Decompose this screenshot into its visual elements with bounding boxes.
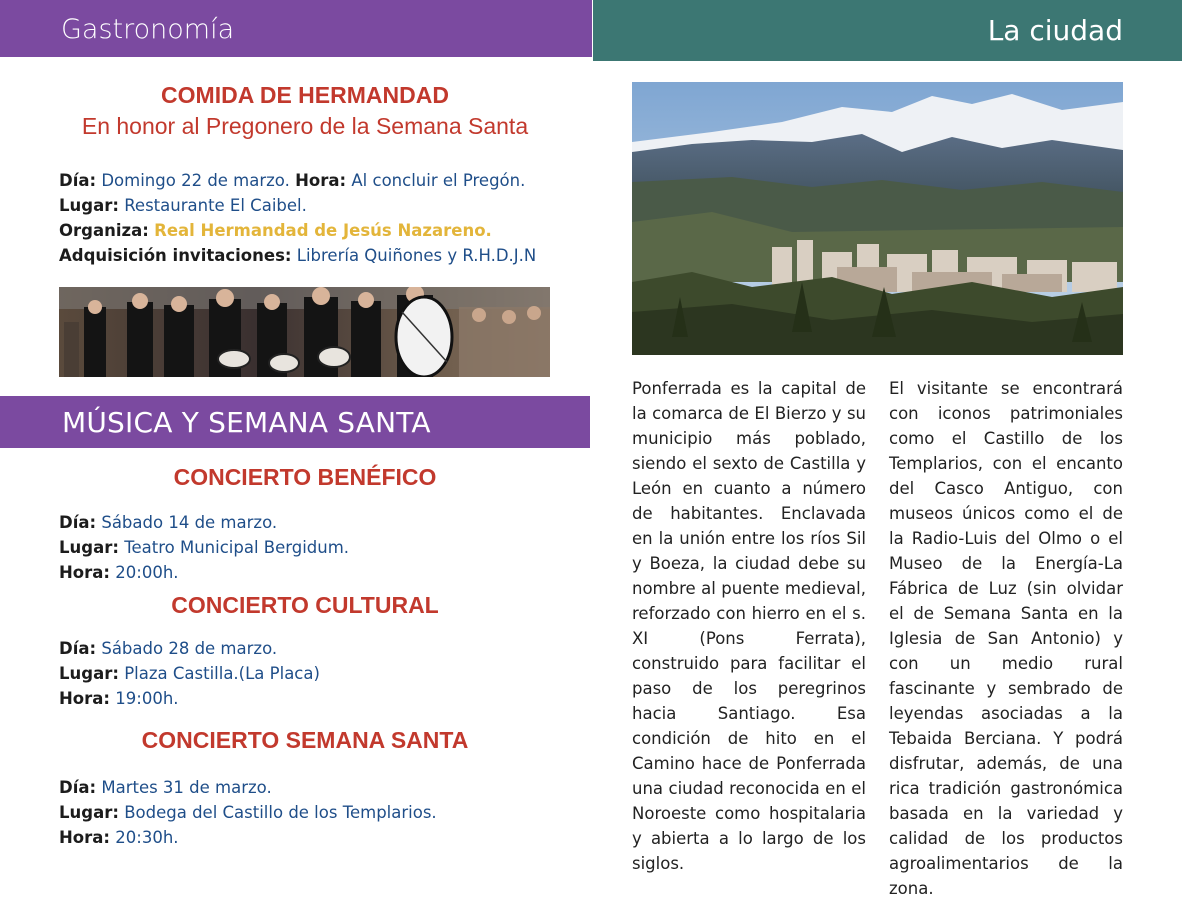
adquisicion-value: Librería Quiñones y R.H.D.J.N — [296, 246, 537, 265]
header-ciudad-label: La ciudad — [987, 14, 1123, 47]
dia-label: Día: — [59, 778, 97, 797]
dia-value: Martes 31 de marzo. — [101, 778, 272, 797]
concierto-benefico-info — [59, 510, 349, 585]
header-ciudad — [593, 0, 1182, 61]
city-photo-image — [632, 82, 1123, 355]
dia-value: Domingo 22 de marzo. — [101, 171, 290, 190]
ciudad-text-col1: Ponferrada es la capital de la comarca de El Bierzo y su municipio más poblado, siendo el sexto de Castilla y León en cuanto a número de habitantes. Enclavada en la unión entre los ríos Sil y Boeza, la ciudad debe su nombre al puente medieval, reforzado con hierro en el s. XI (Pons Ferrata), construido para facilitar el paso de los peregrinos hacia Santiago. Esa condición de hito en el Camino hace de Ponferrada una ciudad reconocida en el Noroeste como hospitalaria y abierta a lo largo de los siglos. — [632, 379, 866, 873]
comida-title: COMIDA DE HERMANDAD — [161, 82, 449, 108]
lugar-value: Plaza Castilla.(La Placa) — [124, 664, 320, 683]
lugar-label: Lugar: — [59, 664, 119, 683]
concierto-lugar-row — [59, 800, 437, 825]
dia-label: Día: — [59, 639, 97, 658]
concierto-lugar-row — [59, 661, 320, 686]
dia-label: Día: — [59, 513, 97, 532]
concierto-dia-row — [59, 775, 437, 800]
concierto-hora-row — [59, 560, 349, 585]
comida-lugar-row — [59, 193, 536, 218]
band-photo — [59, 287, 550, 377]
lugar-label: Lugar: — [59, 196, 119, 215]
hora-label: Hora: — [59, 563, 111, 582]
hora-label: Hora: — [59, 689, 111, 708]
hora-label: Hora: — [295, 171, 347, 190]
lugar-value: Teatro Municipal Bergidum. — [124, 538, 350, 557]
hora-value: 20:00h. — [115, 563, 179, 582]
city-photo — [632, 82, 1123, 355]
adquisicion-label: Adquisición invitaciones: — [59, 246, 292, 265]
concierto-dia-row — [59, 510, 349, 535]
header-musica-label: MÚSICA Y SEMANA SANTA — [62, 406, 431, 439]
concierto-cultural-info — [59, 636, 320, 711]
header-musica — [0, 396, 590, 448]
comida-info — [59, 168, 536, 268]
dia-value: Sábado 28 de marzo. — [101, 639, 278, 658]
comida-adquisicion-row — [59, 243, 536, 268]
concierto-benefico-title: CONCIERTO BENÉFICO — [173, 464, 437, 490]
concierto-semana-santa-info — [59, 775, 437, 850]
comida-dia-row — [59, 168, 536, 193]
comida-subtitle: En honor al Pregonero de la Semana Santa — [81, 113, 529, 139]
header-gastronomia — [0, 0, 592, 57]
concierto-hora-row — [59, 686, 320, 711]
concierto-lugar-row — [59, 535, 349, 560]
concierto-cultural-title: CONCIERTO CULTURAL — [171, 592, 439, 618]
organiza-label: Organiza: — [59, 221, 149, 240]
hora-label: Hora: — [59, 828, 111, 847]
organiza-value: Real Hermandad de Jesús Nazareno. — [154, 221, 492, 240]
concierto-semana-santa-title: CONCIERTO SEMANA SANTA — [141, 727, 469, 753]
lugar-value: Restaurante El Caibel. — [124, 196, 307, 215]
ciudad-text-col2: El visitante se encontrará con iconos patrimoniales como el Castillo de los Templarios, con el encanto del Casco Antiguo, con museos únicos como el de la Radio-Luis del Olmo o el Museo de la Energía-La Fábrica de Luz (sin olvidar el de Semana Santa en la Iglesia de San Antonio) y con un medio rural fascinante y sembrado de leyendas asociadas a la Tebaida Berciana. Y podrá disfrutar, además, de una rica tradición gastronómica basada en la variedad y calidad de los productos agroalimentarios de la zona. — [889, 379, 1123, 898]
hora-value: 19:00h. — [115, 689, 179, 708]
dia-label: Día: — [59, 171, 97, 190]
lugar-label: Lugar: — [59, 538, 119, 557]
concierto-dia-row — [59, 636, 320, 661]
lugar-value: Bodega del Castillo de los Templarios. — [124, 803, 437, 822]
concierto-hora-row — [59, 825, 437, 850]
hora-value: 20:30h. — [115, 828, 179, 847]
comida-organiza-row — [59, 218, 536, 243]
band-photo-image — [59, 287, 550, 377]
dia-value: Sábado 14 de marzo. — [101, 513, 278, 532]
hora-value: Al concluir el Pregón. — [351, 171, 526, 190]
lugar-label: Lugar: — [59, 803, 119, 822]
header-gastronomia-label: Gastronomía — [61, 14, 235, 45]
